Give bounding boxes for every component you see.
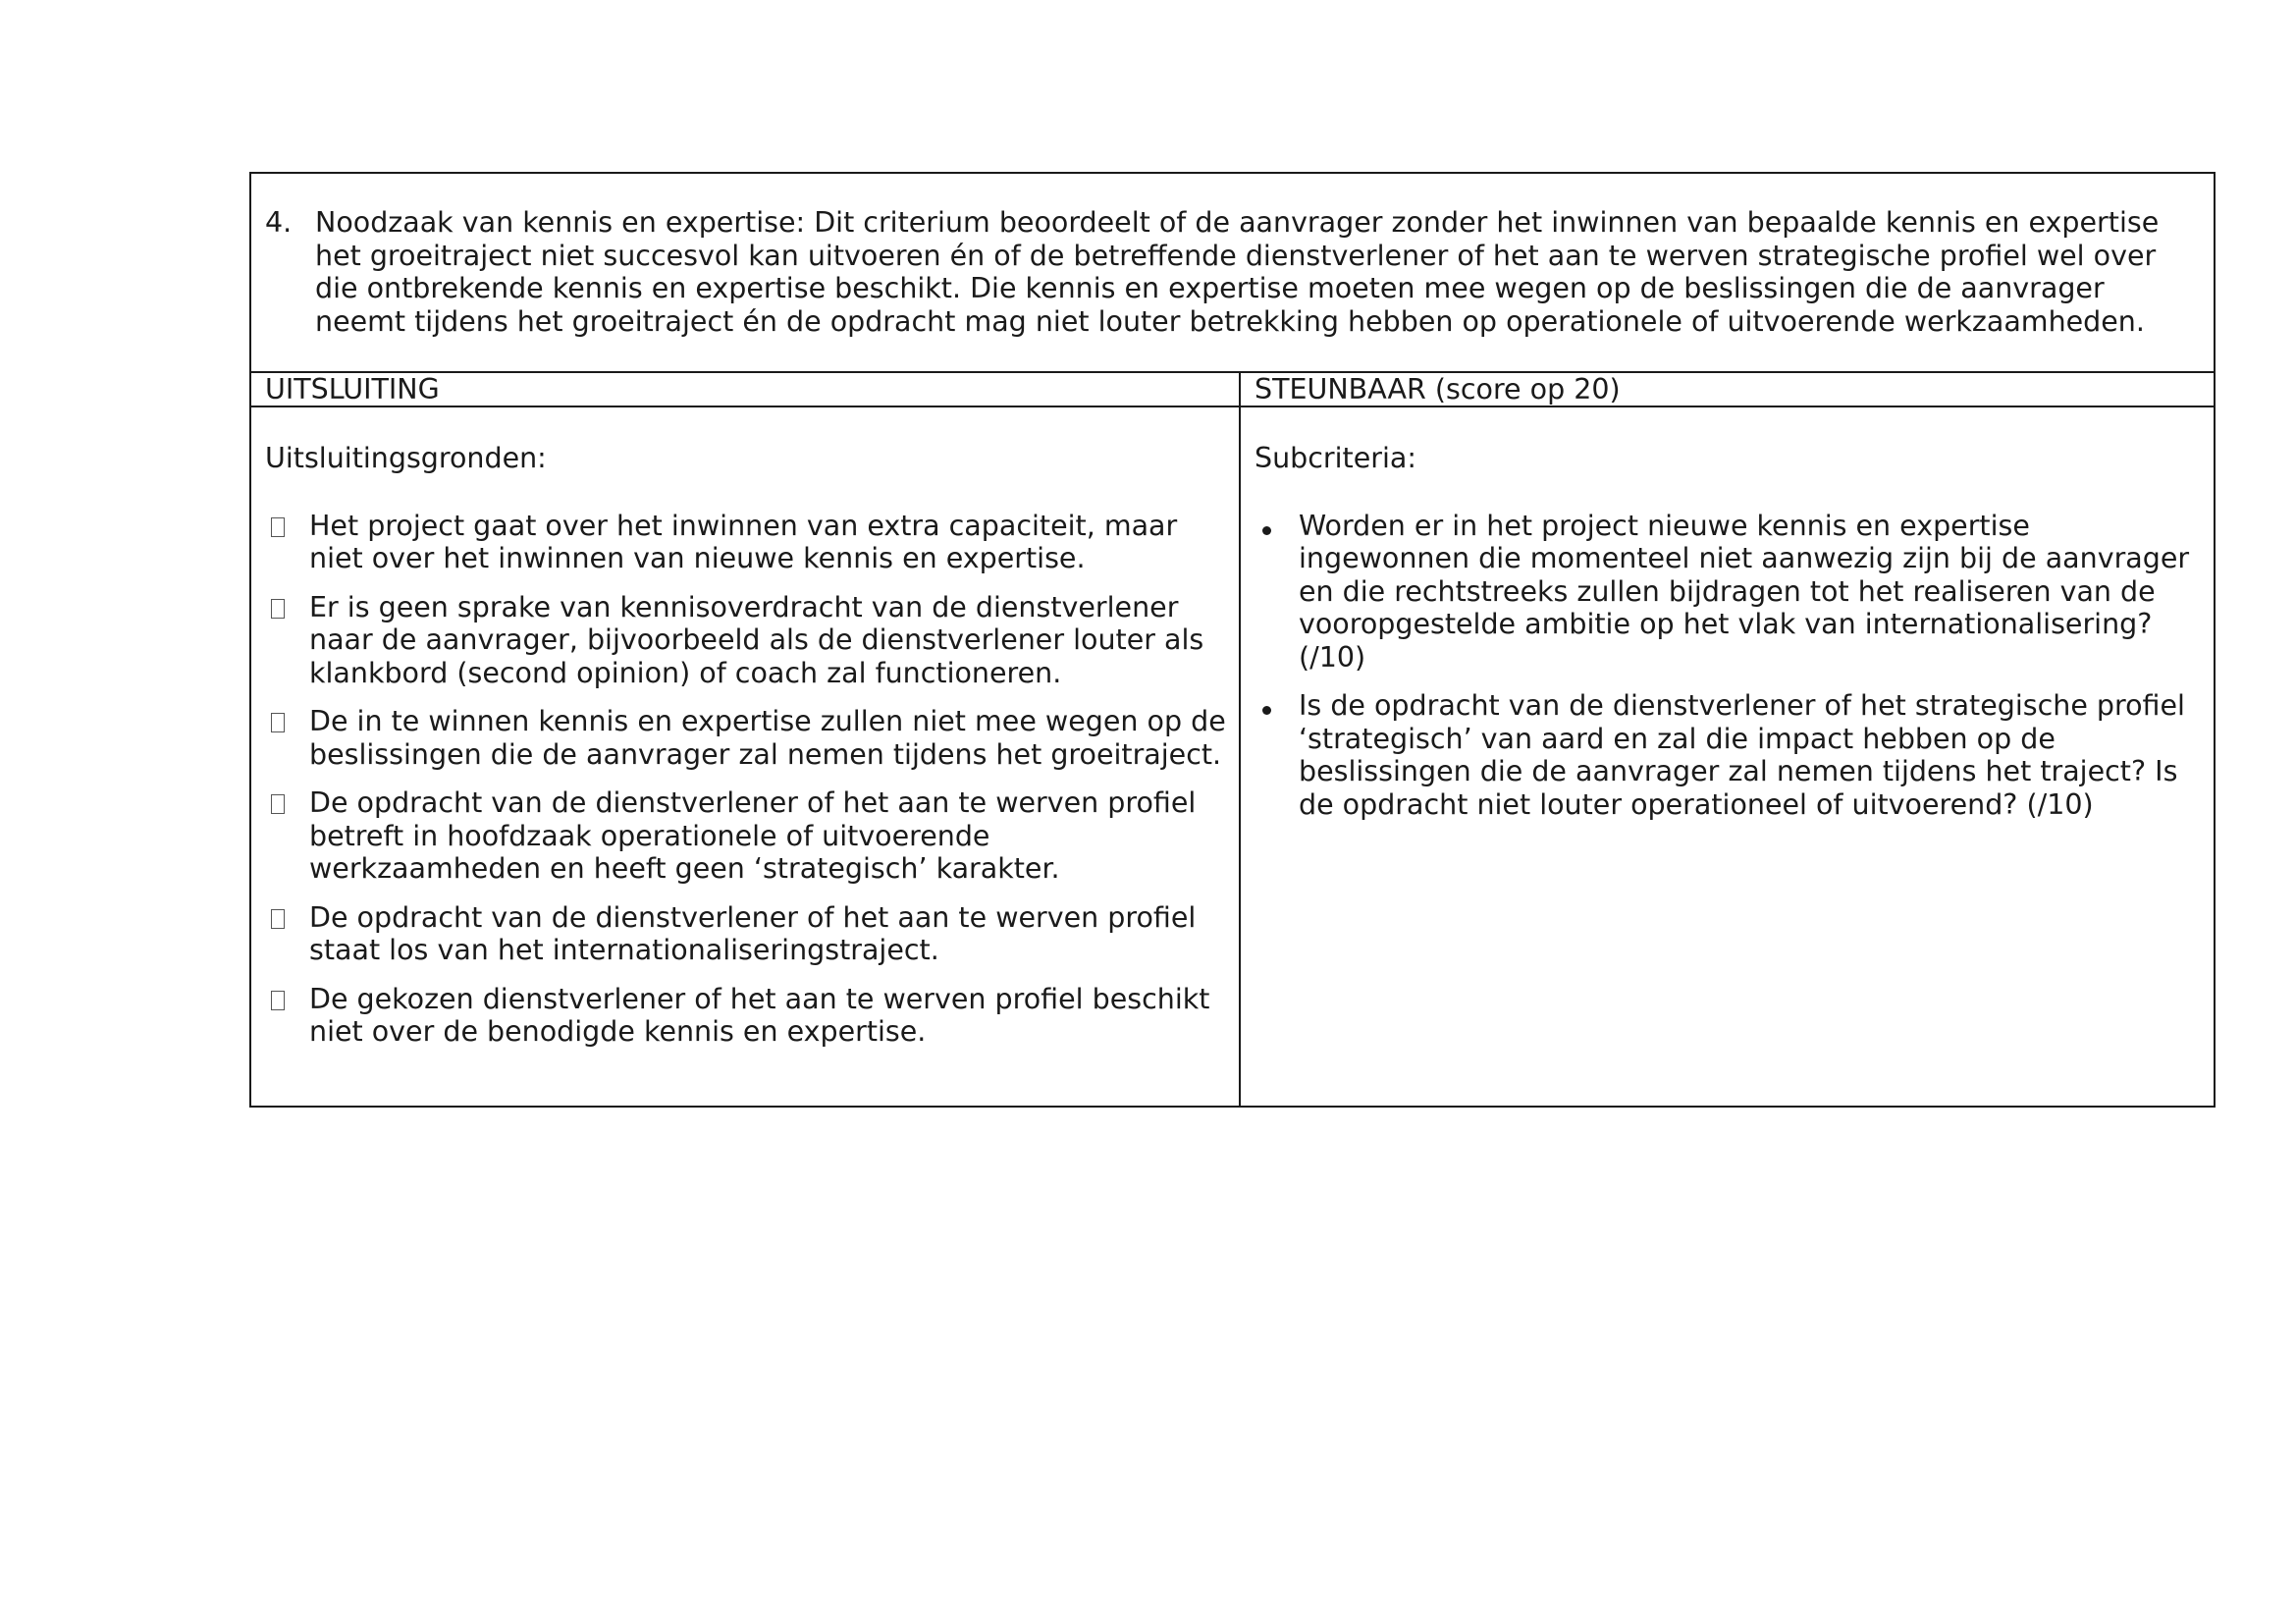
eligible-heading-cell [1240, 372, 2215, 406]
checkbox-placeholder-icon [271, 794, 285, 814]
exclusion-item-text: Het project gaat over het inwinnen van extra capaciteit, maar niet over het inwinnen van nieuwe kennis en expertise. [309, 509, 1178, 574]
exclusion-heading-cell [250, 372, 1240, 406]
subcriterion-item-text: Worden er in het project nieuwe kennis en expertise ingewonnen die momenteel niet aanwezig zijn bij de aanvrager en die rechtstreeks zullen bijdragen tot het realiseren van de vooropgestelde ambitie op het vlak van internationalisering? (/10) [1299, 509, 2190, 674]
subcriterion-item [1255, 510, 2202, 675]
exclusion-label: Uitsluitingsgronden: [265, 442, 547, 474]
exclusion-item-text: De in te winnen kennis en expertise zullen niet mee wegen op de beslissingen die de aanvrager zal nemen tijdens het groeitraject. [309, 705, 1226, 771]
exclusion-item [265, 705, 1227, 771]
exclusion-heading: UITSLUITING [265, 373, 440, 406]
bullet-icon [1262, 706, 1271, 715]
checkbox-placeholder-icon [271, 599, 285, 619]
exclusion-item [265, 983, 1227, 1049]
eligible-body-cell [1240, 406, 2215, 1107]
exclusion-list [265, 510, 1227, 1049]
bullet-icon [1262, 526, 1271, 535]
exclusion-body-cell [250, 406, 1240, 1107]
criterion-number: 4. [265, 206, 293, 239]
criterion-description: Noodzaak van kennis en expertise: Dit criterium beoordeelt of de aanvrager zonder het inwinnen van bepaalde kennis en expertise het groeitraject niet succesvol kan uitvoeren én of de betreffende dienstverlener of het aan te werven strategische profiel wel over die ontbrekende kennis en expertise beschikt. Die kennis en expertise moeten mee wegen op de beslissingen die de aanvrager neemt tijdens het groeitraject én de opdracht mag niet louter betrekking hebben op operationele of uitvoerende werkzaamheden. [315, 206, 2160, 338]
eligible-heading: STEUNBAAR (score op 20) [1255, 373, 1621, 406]
subcriterion-item-text: Is de opdracht van de dienstverlener of het strategische profiel ‘strategisch’ van aard en zal die impact hebben op de beslissingen die de aanvrager zal nemen tijdens het traject? Is de opdracht niet louter operationeel of uitvoerend? (/10) [1299, 689, 2185, 821]
exclusion-item [265, 510, 1227, 575]
exclusion-item [265, 901, 1227, 967]
exclusion-item-text: Er is geen sprake van kennisoverdracht van de dienstverlener naar de aanvrager, bijvoorbeeld als de dienstverlener louter als klankbord (second opinion) of coach zal functioneren. [309, 590, 1204, 689]
subcriteria-list [1255, 510, 2202, 822]
subcriterion-item [1255, 689, 2202, 821]
criteria-table [249, 172, 2216, 1108]
exclusion-item [265, 591, 1227, 690]
exclusion-item-text: De gekozen dienstverlener of het aan te werven profiel beschikt niet over de benodigde kennis en expertise. [309, 982, 1210, 1048]
criterion-header [251, 174, 2214, 338]
eligible-label: Subcriteria: [1255, 442, 1416, 474]
exclusion-item-text: De opdracht van de dienstverlener of het aan te werven profiel betreft in hoofdzaak operationele of uitvoerende werkzaamheden en heeft geen ‘strategisch’ karakter. [309, 786, 1197, 885]
checkbox-placeholder-icon [271, 909, 285, 929]
exclusion-item [265, 786, 1227, 886]
exclusion-item-text: De opdracht van de dienstverlener of het aan te werven profiel staat los van het internationaliseringstraject. [309, 900, 1197, 966]
criterion-header-cell [250, 173, 2215, 372]
checkbox-placeholder-icon [271, 713, 285, 732]
checkbox-placeholder-icon [271, 517, 285, 537]
checkbox-placeholder-icon [271, 991, 285, 1010]
